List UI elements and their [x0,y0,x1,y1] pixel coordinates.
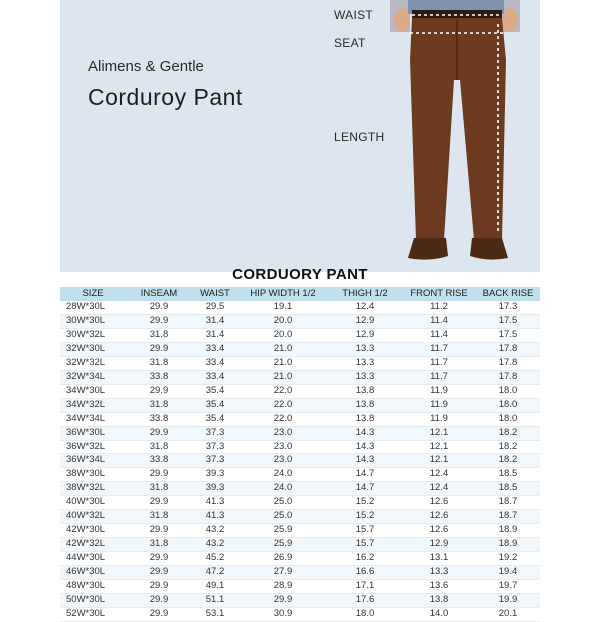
table-row [60,607,540,621]
cell-back-rise: 18.0 [476,398,540,412]
table-header-row [60,287,540,301]
cell-size: 46W*30L [60,566,126,580]
cell-thigh: 14.3 [328,454,402,468]
table-row [60,496,540,510]
cell-hip-width: 21.0 [238,370,328,384]
brand-name: Alimens & Gentle [88,58,204,75]
cell-inseam: 33.8 [126,412,192,426]
cell-back-rise: 18.7 [476,496,540,510]
cell-waist: 29.5 [192,301,238,314]
cell-thigh: 13.3 [328,356,402,370]
cell-back-rise: 18.2 [476,426,540,440]
cell-thigh: 13.3 [328,370,402,384]
cell-front-rise: 12.6 [402,496,476,510]
cell-waist: 39.3 [192,482,238,496]
cell-size: 36W*30L [60,426,126,440]
cell-back-rise: 17.8 [476,342,540,356]
cell-thigh: 13.8 [328,398,402,412]
cell-hip-width: 21.0 [238,356,328,370]
cell-hip-width: 28.9 [238,580,328,594]
column-header-waist: WAIST [192,287,238,301]
cell-waist: 37.3 [192,454,238,468]
cell-waist: 31.4 [192,328,238,342]
cell-inseam: 29.9 [126,552,192,566]
cell-hip-width: 25.9 [238,524,328,538]
cell-waist: 31.4 [192,314,238,328]
cell-back-rise: 19.4 [476,566,540,580]
table-row [60,468,540,482]
cell-back-rise: 17.3 [476,301,540,314]
cell-back-rise: 17.8 [476,356,540,370]
cell-inseam: 29.9 [126,342,192,356]
cell-back-rise: 18.9 [476,538,540,552]
hand-left [394,8,410,32]
cell-inseam: 29.9 [126,301,192,314]
cell-inseam: 31.8 [126,538,192,552]
cell-back-rise: 18.5 [476,482,540,496]
table-row [60,594,540,608]
cell-hip-width: 29.9 [238,594,328,608]
table-row [60,552,540,566]
cell-waist: 37.3 [192,440,238,454]
shoe-right [470,238,508,260]
cell-back-rise: 19.9 [476,594,540,608]
cell-waist: 33.4 [192,356,238,370]
cell-back-rise: 18.0 [476,412,540,426]
table-row [60,328,540,342]
seat-label: SEAT [334,36,366,50]
cell-thigh: 17.6 [328,594,402,608]
size-chart-table [60,287,540,622]
cell-waist: 37.3 [192,426,238,440]
model-wearing-pants [390,0,520,272]
cell-front-rise: 11.7 [402,342,476,356]
cell-size: 38W*32L [60,482,126,496]
cell-size: 34W*34L [60,412,126,426]
cell-waist: 41.3 [192,510,238,524]
table-row [60,398,540,412]
cell-front-rise: 13.8 [402,594,476,608]
cell-front-rise: 11.9 [402,412,476,426]
cell-thigh: 16.6 [328,566,402,580]
cell-front-rise: 11.9 [402,384,476,398]
cell-thigh: 14.7 [328,468,402,482]
cell-size: 32W*32L [60,356,126,370]
cell-waist: 47.2 [192,566,238,580]
cell-size: 30W*30L [60,314,126,328]
cell-waist: 45.2 [192,552,238,566]
cell-front-rise: 13.1 [402,552,476,566]
column-header-back-rise: BACK RISE [476,287,540,301]
cell-size: 32W*34L [60,370,126,384]
length-label: LENGTH [334,130,385,144]
cell-size: 38W*30L [60,468,126,482]
cell-front-rise: 11.4 [402,314,476,328]
cell-back-rise: 19.2 [476,552,540,566]
cell-size: 44W*30L [60,552,126,566]
hand-right [502,8,518,32]
table-row [60,426,540,440]
cell-hip-width: 22.0 [238,412,328,426]
cell-inseam: 29.9 [126,314,192,328]
table-row [60,566,540,580]
cell-inseam: 31.8 [126,440,192,454]
cell-hip-width: 24.0 [238,468,328,482]
table-title: CORDUORY PANT [232,266,368,283]
table-row [60,454,540,468]
cell-size: 36W*32L [60,440,126,454]
column-header-thigh: THIGH 1/2 [328,287,402,301]
table-row [60,524,540,538]
cell-size: 42W*32L [60,538,126,552]
cell-hip-width: 25.0 [238,496,328,510]
table-row [60,538,540,552]
cell-waist: 35.4 [192,412,238,426]
cell-thigh: 15.7 [328,524,402,538]
table-row [60,370,540,384]
cell-waist: 33.4 [192,370,238,384]
cell-size: 32W*30L [60,342,126,356]
table-row [60,314,540,328]
cell-hip-width: 19.1 [238,301,328,314]
cell-hip-width: 24.0 [238,482,328,496]
cell-hip-width: 25.9 [238,538,328,552]
cell-thigh: 14.3 [328,426,402,440]
cell-back-rise: 18.2 [476,454,540,468]
cell-size: 28W*30L [60,301,126,314]
table-row [60,510,540,524]
cell-front-rise: 11.7 [402,356,476,370]
cell-thigh: 13.8 [328,412,402,426]
cell-hip-width: 25.0 [238,510,328,524]
cell-inseam: 33.8 [126,454,192,468]
cell-size: 30W*32L [60,328,126,342]
cell-thigh: 14.3 [328,440,402,454]
cell-inseam: 29.9 [126,468,192,482]
cell-size: 34W*32L [60,398,126,412]
cell-thigh: 15.7 [328,538,402,552]
cell-waist: 35.4 [192,384,238,398]
cell-hip-width: 21.0 [238,342,328,356]
cell-back-rise: 18.5 [476,468,540,482]
table-row [60,342,540,356]
cell-front-rise: 13.6 [402,580,476,594]
cell-thigh: 14.7 [328,482,402,496]
cell-size: 34W*30L [60,384,126,398]
cell-inseam: 29.9 [126,594,192,608]
cell-size: 36W*34L [60,454,126,468]
cell-front-rise: 12.6 [402,524,476,538]
cell-inseam: 31.8 [126,356,192,370]
cell-front-rise: 11.2 [402,301,476,314]
cell-inseam: 33.8 [126,370,192,384]
cell-back-rise: 17.5 [476,328,540,342]
cell-hip-width: 23.0 [238,426,328,440]
cell-front-rise: 11.4 [402,328,476,342]
cell-hip-width: 26.9 [238,552,328,566]
cell-hip-width: 20.0 [238,328,328,342]
waist-label: WAIST [334,8,374,22]
cell-thigh: 18.0 [328,607,402,621]
cell-thigh: 15.2 [328,496,402,510]
cell-back-rise: 18.7 [476,510,540,524]
cell-inseam: 29.9 [126,384,192,398]
cell-inseam: 29.9 [126,496,192,510]
cell-waist: 39.3 [192,468,238,482]
table-body [60,301,540,621]
cell-back-rise: 20.1 [476,607,540,621]
cell-inseam: 29.9 [126,426,192,440]
cell-hip-width: 22.0 [238,384,328,398]
belt [412,10,502,18]
cell-waist: 49.1 [192,580,238,594]
table-row [60,482,540,496]
cell-thigh: 12.9 [328,328,402,342]
cell-size: 48W*30L [60,580,126,594]
column-header-hip-width: HIP WIDTH 1/2 [238,287,328,301]
cell-inseam: 29.9 [126,524,192,538]
cell-size: 52W*30L [60,607,126,621]
cell-size: 40W*30L [60,496,126,510]
cell-back-rise: 17.5 [476,314,540,328]
cell-waist: 43.2 [192,524,238,538]
cell-front-rise: 11.7 [402,370,476,384]
cell-front-rise: 12.1 [402,426,476,440]
cell-inseam: 29.9 [126,580,192,594]
cell-inseam: 31.8 [126,398,192,412]
product-hero [60,0,540,272]
cell-hip-width: 23.0 [238,440,328,454]
cell-back-rise: 18.0 [476,384,540,398]
table-row [60,440,540,454]
cell-front-rise: 13.3 [402,566,476,580]
cell-thigh: 15.2 [328,510,402,524]
cell-size: 40W*32L [60,510,126,524]
table-row [60,356,540,370]
cell-hip-width: 20.0 [238,314,328,328]
cell-waist: 51.1 [192,594,238,608]
cell-front-rise: 11.9 [402,398,476,412]
cell-inseam: 31.8 [126,510,192,524]
cell-hip-width: 27.9 [238,566,328,580]
cell-waist: 41.3 [192,496,238,510]
cell-thigh: 13.3 [328,342,402,356]
cell-thigh: 16.2 [328,552,402,566]
cell-hip-width: 23.0 [238,454,328,468]
cell-front-rise: 12.6 [402,510,476,524]
cell-front-rise: 12.1 [402,440,476,454]
cell-inseam: 29.9 [126,566,192,580]
cell-inseam: 29.9 [126,607,192,621]
table-row [60,384,540,398]
cell-back-rise: 18.2 [476,440,540,454]
cell-back-rise: 17.8 [476,370,540,384]
corduroy-pant [410,18,506,240]
cell-front-rise: 12.4 [402,482,476,496]
cell-back-rise: 19.7 [476,580,540,594]
cell-hip-width: 30.9 [238,607,328,621]
shoe-left [408,238,448,260]
cell-inseam: 31.8 [126,482,192,496]
cell-back-rise: 18.9 [476,524,540,538]
table-row [60,301,540,314]
cell-front-rise: 12.9 [402,538,476,552]
cell-thigh: 12.9 [328,314,402,328]
cell-front-rise: 12.1 [402,454,476,468]
cell-hip-width: 22.0 [238,398,328,412]
cell-inseam: 31.8 [126,328,192,342]
cell-front-rise: 12.4 [402,468,476,482]
column-header-size: SIZE [60,287,126,301]
table-row [60,412,540,426]
column-header-front-rise: FRONT RISE [402,287,476,301]
table-row [60,580,540,594]
cell-waist: 53.1 [192,607,238,621]
cell-front-rise: 14.0 [402,607,476,621]
product-title: Corduroy Pant [88,84,243,110]
cell-size: 50W*30L [60,594,126,608]
cell-thigh: 13.8 [328,384,402,398]
cell-size: 42W*30L [60,524,126,538]
cell-waist: 33.4 [192,342,238,356]
cell-waist: 35.4 [192,398,238,412]
column-header-inseam: INSEAM [126,287,192,301]
cell-thigh: 12.4 [328,301,402,314]
cell-thigh: 17.1 [328,580,402,594]
cell-waist: 43.2 [192,538,238,552]
